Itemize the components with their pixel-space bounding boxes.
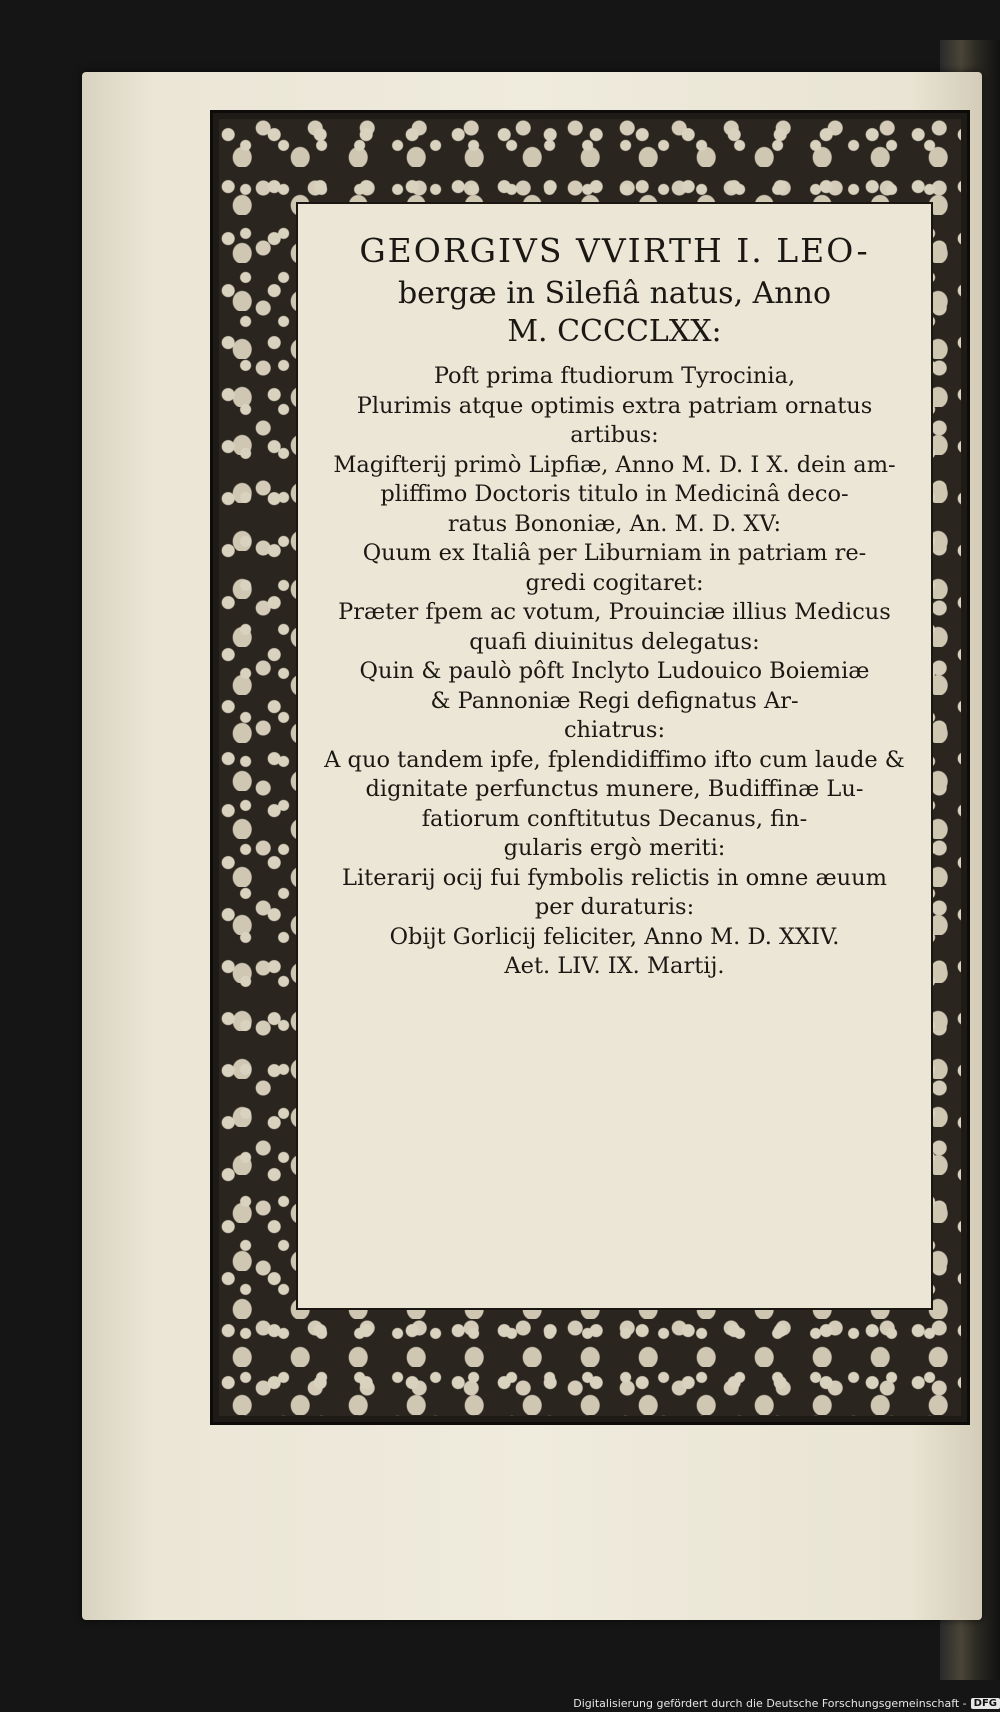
inscription-line: A quo tandem ipfe, fplendidiffimo ifto cum laude &: [324, 746, 905, 773]
inscription-line: Aet. LIV. IX. Martij.: [504, 953, 725, 979]
inscription-line: gredi cogitaret:: [525, 569, 704, 596]
inscription-line: per duraturis:: [534, 894, 695, 920]
dfg-logo: DFG: [971, 1698, 1000, 1709]
inscription-line: Poft prima ftudiorum Tyrocinia,: [433, 363, 796, 389]
inscription-line: & Pannoniæ Regi defignatus Ar-: [430, 687, 799, 714]
inscription-line: M. CCCCLXX:: [507, 314, 722, 349]
inscription-line: bergæ in Silefiâ natus, Anno: [397, 276, 832, 311]
inscription-line: Præter fpem ac votum, Prouinciæ illius Medicus: [338, 599, 891, 625]
inscription-line: Quin & paulò pôft Inclyto Ludouico Boiemiæ: [359, 658, 870, 684]
digitization-footer: [560, 1694, 1000, 1712]
inscription-line: ratus Bononiæ, An. M. D. XV:: [447, 510, 782, 537]
footer-text: Digitalisierung gefördert durch die Deutsche Forschungsgemeinschaft -: [573, 1696, 967, 1710]
inscription-line: quafi diuinitus delegatus:: [469, 628, 760, 655]
inscription-line: fatiorum conftitutus Decanus, fin-: [421, 805, 808, 832]
inscription-line: artibus:: [570, 422, 659, 448]
inscription-line: dignitate perfunctus munere, Budiffinæ Lu-: [365, 776, 864, 802]
inscription-line: GEORGIVS VVIRTH I. LEO-: [359, 231, 870, 270]
inscription-line: Quum ex Italiâ per Liburniam in patriam re-: [362, 540, 867, 566]
inscription-line: gularis ergò meriti:: [503, 835, 726, 861]
inscription-line: Plurimis atque optimis extra patriam ornatus: [356, 392, 873, 419]
inscription-line: Literarij ocij fui fymbolis relictis in omne æuum: [342, 864, 887, 891]
epitaph-inscription: [306, 231, 923, 979]
inscription-line: Obijt Gorlicij feliciter, Anno M. D. XXIV.: [389, 923, 840, 950]
inscription-line: Magifterij primò Lipfiæ, Anno M. D. I X. dein am-: [333, 451, 896, 478]
inscription-line: chiatrus:: [563, 717, 666, 743]
inscription-line: pliffimo Doctoris titulo in Medicinâ deco-: [380, 481, 849, 507]
